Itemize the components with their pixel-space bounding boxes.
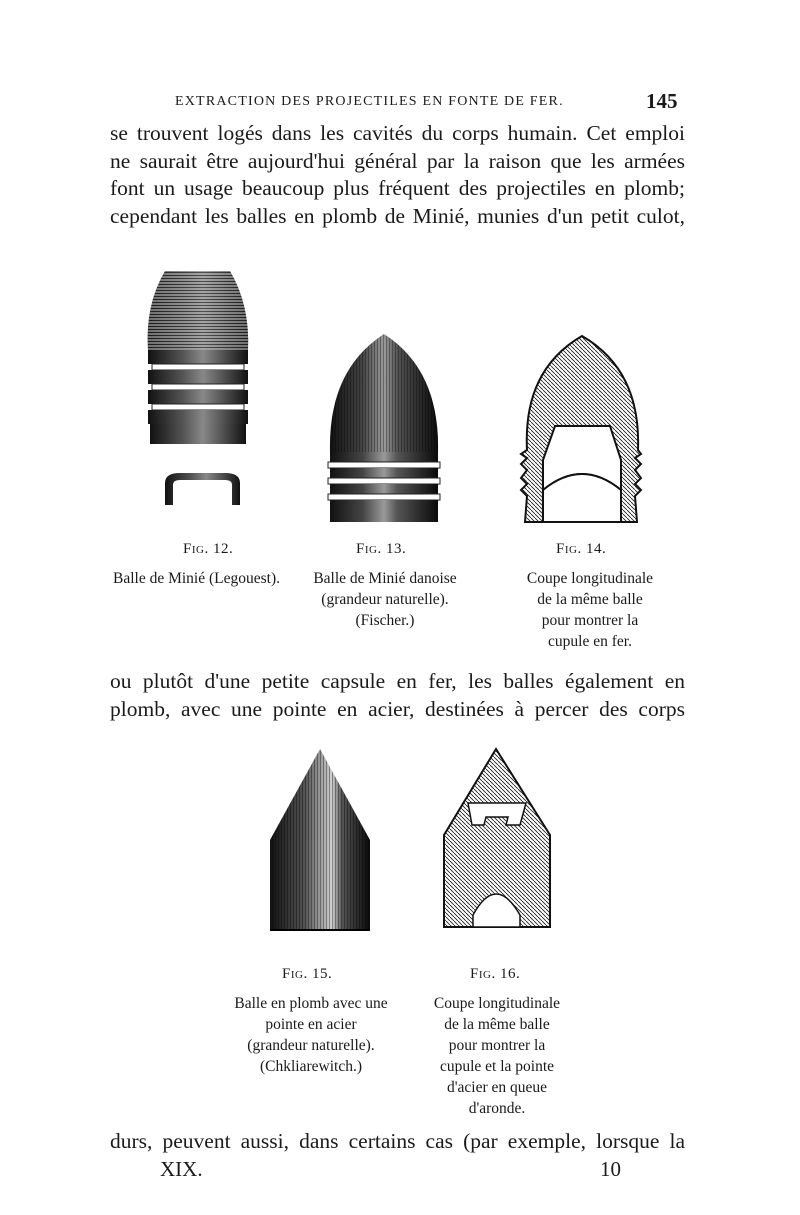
- text-line: ou plutôt d'une petite capsule en fer, les balles également en: [110, 669, 685, 693]
- fig-16-illustration: [438, 745, 558, 935]
- caption-line: Balle de Minié (Legouest).: [113, 570, 281, 587]
- fig-12-label: Fig. 12.: [183, 541, 234, 557]
- sheet-number: 10: [600, 1157, 621, 1181]
- caption-line: Balle en plomb avec une: [234, 995, 388, 1012]
- caption-line: Coupe longitudinale: [526, 570, 654, 587]
- caption-line: (grandeur naturelle).: [321, 591, 449, 608]
- fig-16-caption: [422, 993, 572, 1119]
- caption-line: (Chkliarewitch.): [259, 1058, 362, 1075]
- fig-14-illustration: [515, 330, 650, 525]
- fig-14-caption: [515, 568, 665, 652]
- text-line: font un usage beaucoup plus fréquent des projectiles en plomb;: [110, 176, 685, 200]
- caption-line: pour montrer la: [541, 612, 639, 629]
- paragraph-3: [110, 1128, 685, 1156]
- fig-12-illustration: [140, 265, 255, 515]
- caption-line: d'aronde.: [468, 1100, 526, 1117]
- caption-line: pointe en acier: [265, 1016, 357, 1033]
- fig-14-label: Fig. 14.: [556, 541, 607, 557]
- fig-15-label: Fig. 15.: [282, 966, 333, 982]
- caption-line: de la même balle: [537, 591, 643, 608]
- running-title: EXTRACTION DES PROJECTILES EN FONTE DE FER.: [175, 94, 564, 109]
- fig-12-caption: [113, 568, 280, 589]
- caption-line: Balle de Minié danoise: [313, 570, 457, 587]
- text-line: plomb, avec une pointe en acier, destinées à percer des corps: [110, 696, 685, 721]
- fig-13-label: Fig. 13.: [356, 541, 407, 557]
- fig-15-caption: [222, 993, 400, 1077]
- caption-line: (grandeur naturelle).: [247, 1037, 375, 1054]
- caption-line: pour montrer la: [448, 1037, 546, 1054]
- paragraph-2: [110, 668, 685, 723]
- fig-16-label: Fig. 16.: [470, 966, 521, 982]
- fig-13-illustration: [322, 330, 447, 525]
- caption-line: de la même balle: [444, 1016, 550, 1033]
- signature-mark: XIX.: [160, 1157, 203, 1181]
- text-line: durs, peuvent aussi, dans certains cas (par exemple, lorsque la: [110, 1129, 685, 1153]
- caption-line: (Fischer.): [355, 612, 415, 629]
- text-line: se trouvent logés dans les cavités du corps humain. Cet emploi: [110, 121, 685, 145]
- caption-line: cupule et la pointe: [439, 1058, 555, 1075]
- caption-line: Coupe longitudinale: [433, 995, 561, 1012]
- paragraph-1: [110, 120, 685, 230]
- page-number: 145: [646, 89, 678, 113]
- text-line: ne saurait être aujourd'hui général par la raison que les armées: [110, 148, 685, 173]
- caption-line: d'acier en queue: [446, 1079, 548, 1096]
- fig-15-illustration: [265, 745, 375, 935]
- fig-13-caption: [300, 568, 470, 631]
- caption-line: cupule en fer.: [548, 633, 632, 650]
- text-line: cependant les balles en plomb de Minié, munies d'un petit culot,: [110, 203, 685, 228]
